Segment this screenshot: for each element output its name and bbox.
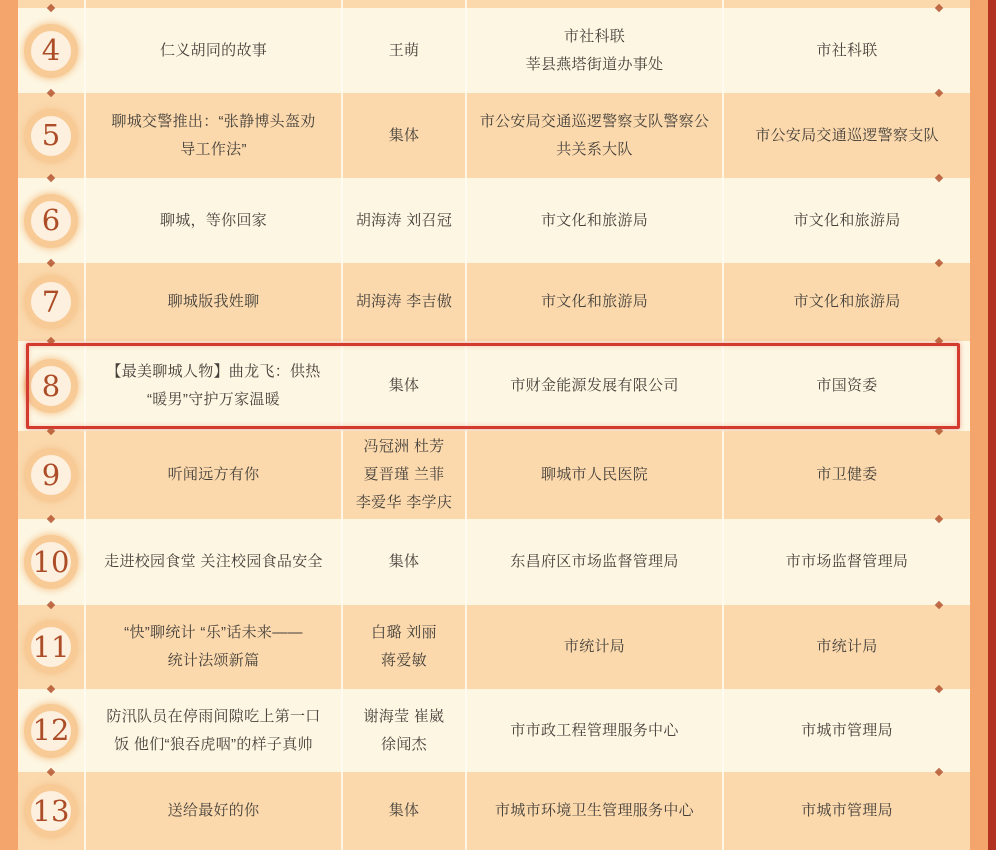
org-cell (467, 178, 724, 263)
right-red-edge-strip (988, 0, 996, 850)
org-text: 市市政工程管理服务中心 (510, 721, 679, 739)
table-row (18, 341, 970, 431)
row-number: 12 (32, 713, 70, 747)
org-cell (467, 341, 724, 431)
rank-cell (18, 689, 86, 772)
org-text: 市城市环境卫生管理服务中心 (495, 802, 694, 819)
award-table (18, 0, 970, 850)
author-text: 冯冠洲 杜芳 (363, 438, 445, 455)
rank-number-badge (24, 24, 78, 78)
title-text: 防汛队员在停雨间隙吃上第一口 (106, 707, 321, 725)
row-number: 6 (41, 203, 61, 237)
rank-cell (18, 93, 86, 178)
org-text: 东昌府区市场监督管理局 (510, 553, 679, 570)
author-cell (343, 8, 467, 93)
org-text: 共关系大队 (556, 140, 633, 158)
title-cell (86, 93, 343, 178)
org-cell (467, 772, 724, 850)
table-row (18, 178, 970, 263)
title-text: 聊城版我姓聊 (167, 293, 260, 310)
rank-number-badge (24, 620, 78, 674)
table-row (18, 519, 970, 605)
row-number: 5 (41, 118, 61, 152)
dept-cell (724, 341, 970, 431)
dept-cell (724, 93, 970, 178)
dept-text: 市文化和旅游局 (793, 293, 901, 310)
author-text: 谢海莹 崔崴 (363, 707, 445, 725)
table-row (18, 431, 970, 519)
title-text: 饭 他们“狼吞虎咽”的样子真帅 (114, 735, 313, 753)
row-number: 9 (41, 457, 61, 492)
rank-number-badge (24, 448, 78, 502)
author-text: 集体 (388, 126, 420, 144)
rank-cell (18, 431, 86, 519)
title-cell (86, 341, 343, 431)
rank-number-badge (24, 359, 78, 413)
title-text: 听闻远方有你 (167, 466, 260, 483)
table-row (18, 8, 970, 93)
dept-cell (724, 431, 970, 519)
org-cell (467, 431, 724, 519)
title-text: 仁义胡同的故事 (159, 41, 268, 59)
table-row (18, 605, 970, 689)
rank-cell (18, 341, 86, 431)
rank-cell (18, 519, 86, 605)
title-text: “快”聊统计 “乐”话未来—— (124, 624, 303, 641)
author-text: 集体 (388, 377, 420, 394)
table-row (18, 689, 970, 772)
dept-text: 市卫健委 (816, 466, 878, 483)
title-text: 走进校园食堂 关注校园食品安全 (104, 553, 323, 570)
author-text: 胡海涛 刘召冠 (355, 211, 453, 229)
rank-cell (18, 605, 86, 689)
author-text: 集体 (388, 553, 420, 570)
title-cell (86, 8, 343, 93)
author-cell (343, 93, 467, 178)
org-text: 莘县燕塔街道办事处 (525, 55, 664, 73)
row-number: 11 (32, 629, 70, 664)
dept-text: 市公安局交通巡逻警察支队 (755, 126, 939, 144)
author-text: 徐闻杰 (381, 735, 427, 753)
author-cell (343, 772, 467, 850)
author-cell (343, 341, 467, 431)
dept-text: 市市场监督管理局 (785, 553, 909, 570)
author-text: 蒋爱敏 (381, 652, 427, 669)
author-text: 白璐 刘丽 (371, 624, 437, 641)
dept-text: 市文化和旅游局 (793, 211, 901, 229)
title-cell (86, 178, 343, 263)
author-text: 王萌 (388, 41, 420, 59)
table-row (18, 263, 970, 341)
org-text: 市文化和旅游局 (540, 211, 649, 229)
org-text: 市公安局交通巡逻警察支队警察公 (479, 112, 710, 130)
title-text: 导工作法” (180, 140, 247, 158)
rank-cell (18, 263, 86, 341)
dept-cell (724, 689, 970, 772)
org-text: 市社科联 (563, 27, 626, 45)
author-text: 胡海涛 李吉傲 (355, 293, 453, 310)
rank-number-badge (24, 784, 78, 838)
title-text: 聊城，等你回家 (159, 211, 268, 229)
rank-number-badge (24, 704, 78, 758)
title-cell (86, 519, 343, 605)
rank-cell (18, 772, 86, 850)
dept-cell (724, 178, 970, 263)
author-cell (343, 178, 467, 263)
dept-cell (724, 605, 970, 689)
rank-number-badge (24, 109, 78, 163)
org-cell (467, 519, 724, 605)
author-cell (343, 605, 467, 689)
rank-cell (18, 178, 86, 263)
dept-text: 市社科联 (816, 41, 878, 59)
title-text: 送给最好的你 (167, 802, 260, 819)
rank-number-badge (24, 275, 78, 329)
dept-cell (724, 263, 970, 341)
author-text: 夏晋瑾 兰菲 (363, 466, 445, 483)
org-text: 市统计局 (563, 638, 626, 655)
author-cell (343, 689, 467, 772)
previous-row-partial (18, 0, 970, 8)
rank-number-badge (24, 535, 78, 589)
dept-text: 市国资委 (816, 377, 878, 394)
author-cell (343, 431, 467, 519)
title-column-sliver (86, 0, 343, 8)
org-text: 聊城市人民医院 (540, 466, 649, 483)
org-text: 市财金能源发展有限公司 (510, 377, 679, 394)
dept-cell (724, 772, 970, 850)
row-number: 10 (32, 544, 70, 579)
author-text: 集体 (388, 802, 420, 819)
author-cell (343, 519, 467, 605)
author-column-sliver (343, 0, 467, 8)
row-number: 8 (41, 368, 61, 403)
title-text: 统计法颂新篇 (167, 652, 260, 669)
dept-text: 市统计局 (816, 638, 878, 655)
dept-cell (724, 8, 970, 93)
row-number: 4 (41, 33, 61, 67)
dept-cell (724, 519, 970, 605)
org-cell (467, 689, 724, 772)
org-cell (467, 93, 724, 178)
title-cell (86, 772, 343, 850)
row-number: 13 (32, 793, 70, 828)
title-cell (86, 605, 343, 689)
dept-column-sliver (724, 0, 970, 8)
title-text: 【最美聊城人物】曲龙飞：供热 (106, 363, 321, 380)
row-number: 7 (41, 284, 61, 319)
org-cell (467, 8, 724, 93)
title-cell (86, 431, 343, 519)
org-column-sliver (467, 0, 724, 8)
table-row (18, 772, 970, 850)
title-text: 聊城交警推出：“张静博头盔劝 (111, 112, 316, 130)
org-cell (467, 263, 724, 341)
org-cell (467, 605, 724, 689)
dept-text: 市城市管理局 (801, 721, 893, 739)
author-text: 李爱华 李学庆 (355, 494, 453, 511)
rank-cell (18, 8, 86, 93)
title-cell (86, 689, 343, 772)
table-row (18, 93, 970, 178)
rank-number-badge (24, 194, 78, 248)
title-text: “暖男”守护万家温暖 (147, 391, 280, 408)
org-text: 市文化和旅游局 (540, 293, 649, 310)
title-cell (86, 263, 343, 341)
author-cell (343, 263, 467, 341)
dept-text: 市城市管理局 (801, 802, 893, 819)
